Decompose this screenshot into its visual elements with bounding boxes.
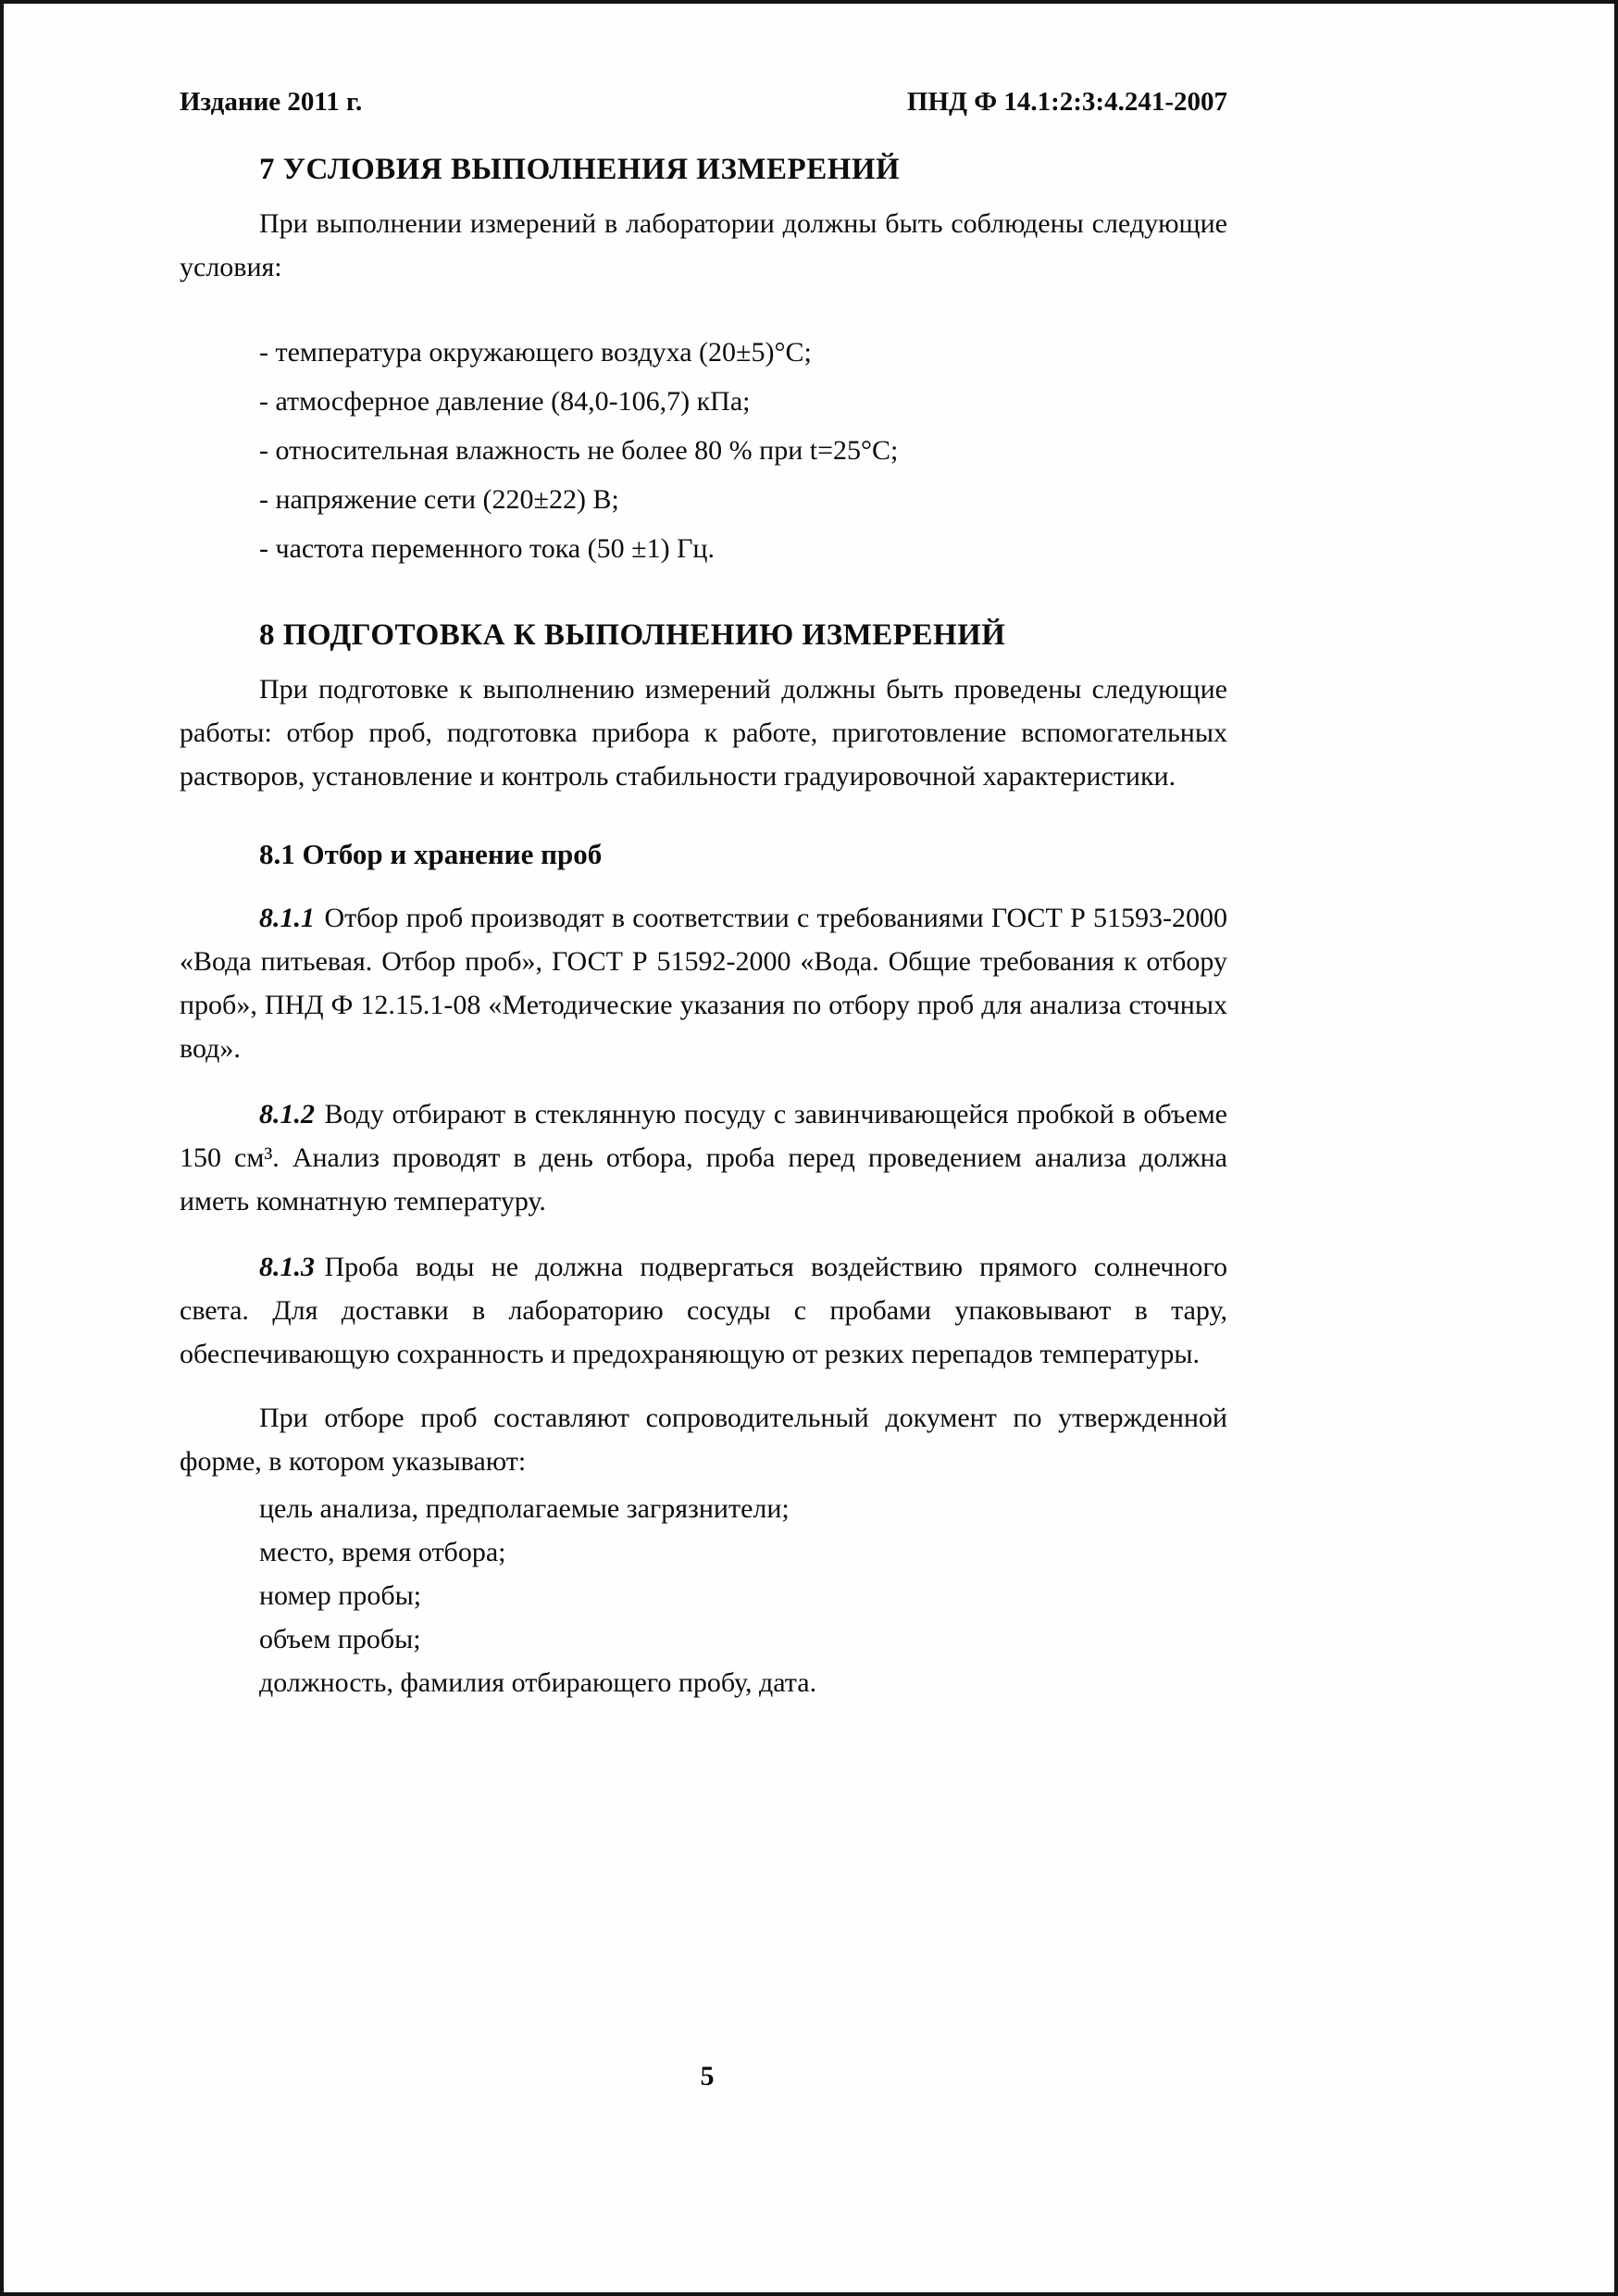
sampling-doc-item: должность, фамилия отбирающего пробу, дата. [259, 1667, 817, 1698]
page-number: 5 [700, 2061, 715, 2091]
sampling-doc-list [180, 1487, 1227, 1704]
section-7-title: 7 УСЛОВИЯ ВЫПОЛНЕНИЯ ИЗМЕРЕНИЙ [259, 153, 901, 186]
sampling-doc-intro: При отборе проб составляют сопроводительный документ по утвержденной форме, в котором указывают: [180, 1403, 1227, 1477]
sampling-doc-item: номер пробы; [259, 1580, 422, 1611]
document-code: ПНД Ф 14.1:2:3:4.241-2007 [906, 87, 1227, 117]
page-header [180, 85, 1227, 119]
sampling-doc-item: место, время отбора; [259, 1537, 506, 1567]
paragraph-8-1-2 [180, 1092, 1227, 1223]
section-8-intro: При подготовке к выполнению измерений должны быть проведены следующие работы: отбор проб, подготовка прибора к работе, приготовление вспомогательных растворов, установление и контроль стабильности градуировочной характеристики. [180, 674, 1227, 792]
condition-item: - напряжение сети (220±22) В; [259, 484, 619, 515]
paragraph-8-1-3 [180, 1245, 1227, 1376]
condition-item: - температура окружающего воздуха (20±5)°С; [259, 337, 812, 368]
paragraph-8-1-1 [180, 896, 1227, 1070]
conditions-list [180, 328, 1227, 573]
condition-item: - атмосферное давление (84,0-106,7) кПа; [259, 386, 751, 417]
paragraph-text: Проба воды не должна подвергаться воздействию прямого солнечного света. Для доставки в лабораторию сосуды с пробами упаковывают в тару, обеспечивающую сохранность и предохраняющую от резких перепадов температуры. [180, 1252, 1227, 1369]
paragraph-number: 8.1.2 [259, 1099, 315, 1129]
edition-label: Издание 2011 г. [180, 87, 363, 117]
condition-item: - частота переменного тока (50 ±1) Гц. [259, 533, 715, 564]
sampling-doc-item: цель анализа, предполагаемые загрязнители; [259, 1493, 790, 1524]
paragraph-number: 8.1.3 [259, 1252, 315, 1282]
section-7-intro: При выполнении измерений в лаборатории должны быть соблюдены следующие условия: [180, 208, 1227, 282]
section-8-title: 8 ПОДГОТОВКА К ВЫПОЛНЕНИЮ ИЗМЕРЕНИЙ [259, 618, 1006, 652]
section-8-1-title: 8.1 Отбор и хранение проб [259, 838, 603, 870]
paragraph-text: Отбор проб производят в соответствии с требованиями ГОСТ Р 51593-2000 «Вода питьевая. Отбор проб», ГОСТ Р 51592-2000 «Вода. Общие требования к отбору проб», ПНД Ф 12.15.1-08 «Методические указания по отбору проб для анализа сточных вод». [180, 903, 1227, 1064]
condition-item: - относительная влажность не более 80 % при t=25°С; [259, 435, 899, 466]
paragraph-text: Воду отбирают в стеклянную посуду с завинчивающейся пробкой в объеме 150 см³. Анализ проводят в день отбора, проба перед проведением анализа должна иметь комнатную температуру. [180, 1099, 1227, 1217]
sampling-doc-item: объем пробы; [259, 1624, 421, 1654]
paragraph-number: 8.1.1 [259, 903, 315, 933]
